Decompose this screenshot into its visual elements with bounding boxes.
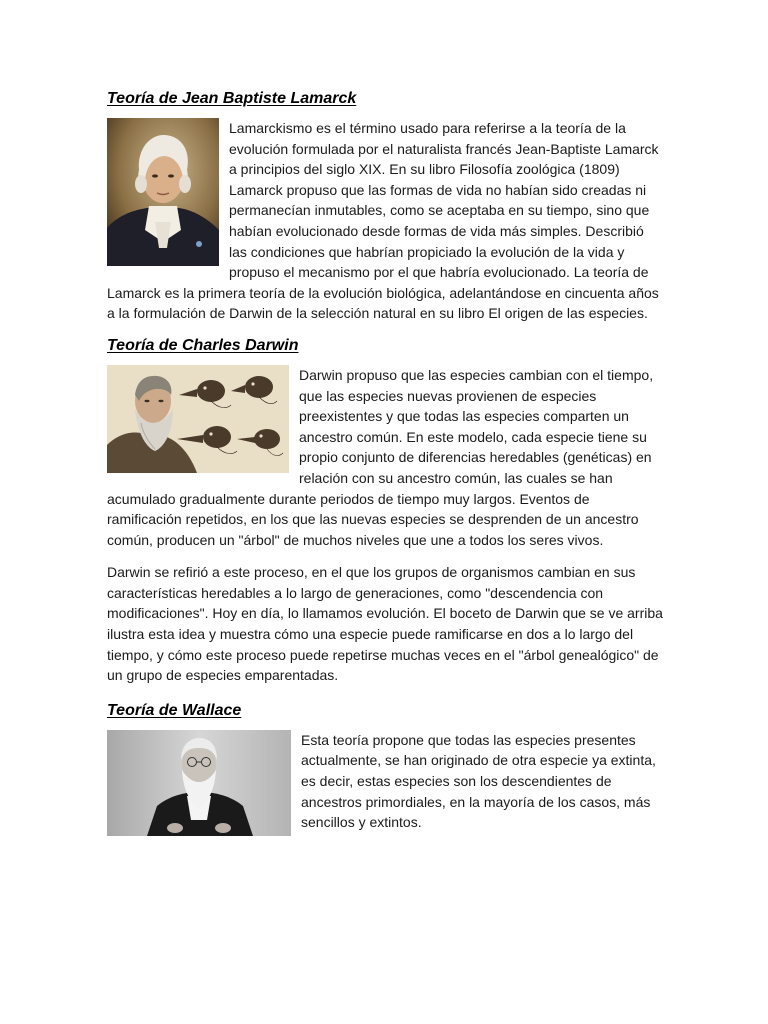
lamarck-portrait <box>107 118 219 266</box>
wallace-portrait <box>107 730 291 836</box>
darwin-heading: Teoría de Charles Darwin <box>107 336 299 354</box>
darwin-paragraph-1: Darwin propuso que las especies cambian con el tiempo, que las especies nuevas provienen de especies preexistentes y que todas las especies comparten un ancestro común. En este modelo, cada especie tiene su propio conjunto de diferencias heredables (genéticas) en relación con su ancestro común, las cuales se han acumulado gradualmente durante periodos de tiempo muy largos. Eventos de ramificación repetidos, en los que las nuevas especies se desprenden de un ancestro común, producen un "árbol" de muchos niveles que une a todos los seres vivos. <box>107 366 654 548</box>
wallace-heading: Teoría de Wallace <box>107 701 242 719</box>
section-lamarck <box>107 88 663 324</box>
section-wallace <box>107 700 663 838</box>
lamarck-heading: Teoría de Jean Baptiste Lamarck <box>107 90 357 107</box>
wallace-paragraph: Esta teoría propone que todas las especies presentes actualmente, se han originado de otra especie ya extinta, es decir, estas especies son los descendientes de ancestros primordiales, en la mayoría de los casos, más sencillos y extintos. <box>301 731 656 831</box>
document-page <box>107 88 663 838</box>
darwin-paragraph-2: Darwin se refirió a este proceso, en el que los grupos de organismos cambian en sus características heredables a lo largo de generaciones, como "descendencia con modificaciones". Hoy en día, lo llamamos evolución. El boceto de Darwin que se ve arriba ilustra esta idea y muestra cómo una especie puede ramificarse en dos a lo largo del tiempo, y cómo este proceso puede repetirse muchas veces en el "árbol genealógico" de un grupo de especies emparentadas. <box>107 564 663 684</box>
darwin-finches-image <box>107 365 289 473</box>
section-darwin <box>107 335 663 686</box>
lamarck-paragraph: Lamarckismo es el término usado para referirse a la teoría de la evolución formulada por el naturalista francés Jean-Baptiste Lamarck a principios del siglo XIX. En su libro Filosofía zoológica (1809) Lamarck propuso que las formas de vida no habían sido creadas ni permanecían inmutables, como se aceptaba en su tiempo, sino que habían evolucionado desde formas de vida más simples. Describió las condiciones que habrían propiciado la evolución de la vida y propuso el mecanismo por el que habría evolucionado. La teoría de Lamarck es la primera teoría de la evolución biológica, adelantándose en cincuenta años a la formulación de Darwin de la selección natural en su libro El origen de las especies. <box>107 120 659 322</box>
